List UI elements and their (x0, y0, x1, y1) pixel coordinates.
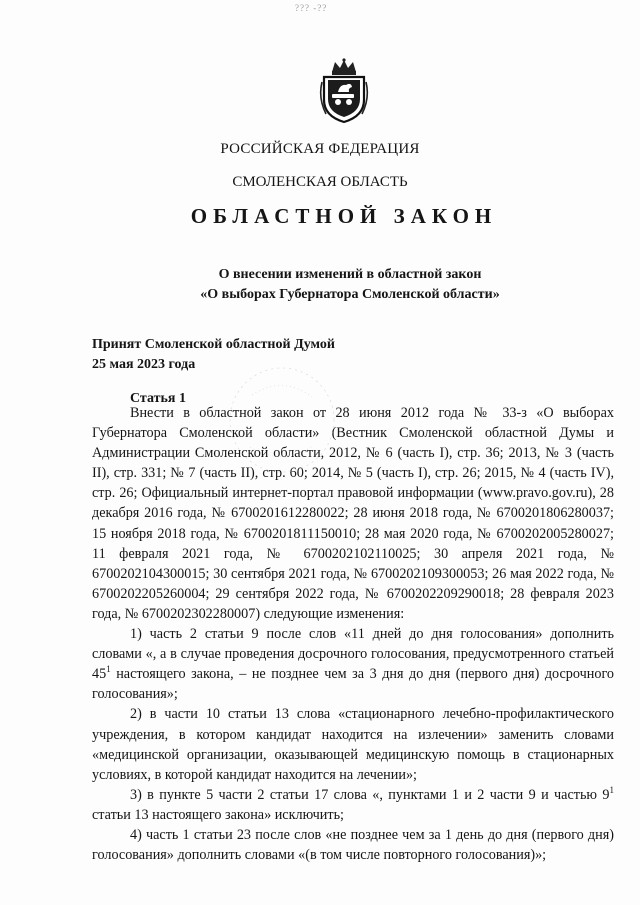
amendment-item-1-text-b: настоящего закона, – не позднее чем за 3 дня до дня (первого дня) досрочного голосования»; (92, 666, 614, 703)
adoption-date: 25 мая 2023 года (92, 357, 196, 372)
amendment-item-1 (92, 624, 614, 704)
superscript: 1 (106, 664, 111, 675)
article-body (92, 403, 614, 865)
coat-of-arms-icon (318, 58, 370, 124)
adoption-body: Принят Смоленской областной Думой (92, 337, 335, 352)
law-title-line-2: «О выборах Губернатора Смоленской области» (200, 287, 500, 302)
superscript: 1 (609, 784, 614, 795)
region-heading: СМОЛЕНСКАЯ ОБЛАСТЬ (232, 174, 408, 190)
law-title (0, 265, 640, 305)
scan-mark: ??? -?? (295, 3, 328, 13)
document-type-heading: ОБЛАСТНОЙ ЗАКОН (190, 204, 498, 228)
amendment-item-1-text-a: 1) часть 2 статьи 9 после слов «11 дней до дня голосования» дополнить словами «, а в случае проведения досрочного голосования, предусмотренного статьей 45 (92, 626, 614, 683)
country-heading: РОССИЙСКАЯ ФЕДЕРАЦИЯ (220, 141, 420, 157)
amendment-item-3-text-a: 3) в пункте 5 части 2 статьи 17 слова «, пунктами 1 и 2 части 9 и частью 9 (130, 786, 610, 803)
article-heading: Статья 1 (130, 391, 186, 406)
adoption-block (92, 335, 335, 375)
article-intro-paragraph: Внести в областной закон от 28 июня 2012 года № 33-з «О выборах Губернатора Смоленской области» (Вестник Смоленской областной Думы и Администрации Смоленской области, 2012, № 6 (часть I), стр. 36; 2013, № 3 (часть II), стр. 331; № 7 (часть II), стр. 60; 2014, № 5 (часть I), стр. 26; 2015, № 4 (часть IV), стр. 26; Официальный интернет-портал правовой информации (www.pravo.gov.ru), 28 декабря 2016 года, № 6700201612280022; 28 июня 2018 года, № 6700201806280037; 15 ноября 2018 года, № 6700201811150010; 28 мая 2020 года, № 6700202005280027; 11 февраля 2021 года, № 6700202102110025; 30 апреля 2021 года, № 6700202104300015; 30 сентября 2021 года, № 6700202109300053; 26 мая 2022 года, № 6700202205260004; 29 сентября 2022 года, № 6700202209290018; 28 февраля 2023 года, № 6700202302280007) следующие изменения: (92, 405, 614, 622)
amendment-item-3 (92, 785, 614, 825)
law-title-line-1: О внесении изменений в областной закон (218, 267, 482, 282)
amendment-item-2: 2) в части 10 статьи 13 слова «стационарного лечебно-профилактического учреждения, в котором кандидат находится на излечении» заменить словами «медицинской организации, оказывающей медицинскую помощь в стационарных условиях, в которой кандидат находится на лечении»; (92, 706, 614, 783)
amendment-item-3-text-b: статьи 13 настоящего закона» исключить; (92, 806, 344, 823)
amendment-item-4: 4) часть 1 статьи 23 после слов «не позднее чем за 1 день до дня (первого дня) голосования» дополнить словами «(в том числе повторного голосования)»; (92, 826, 614, 864)
